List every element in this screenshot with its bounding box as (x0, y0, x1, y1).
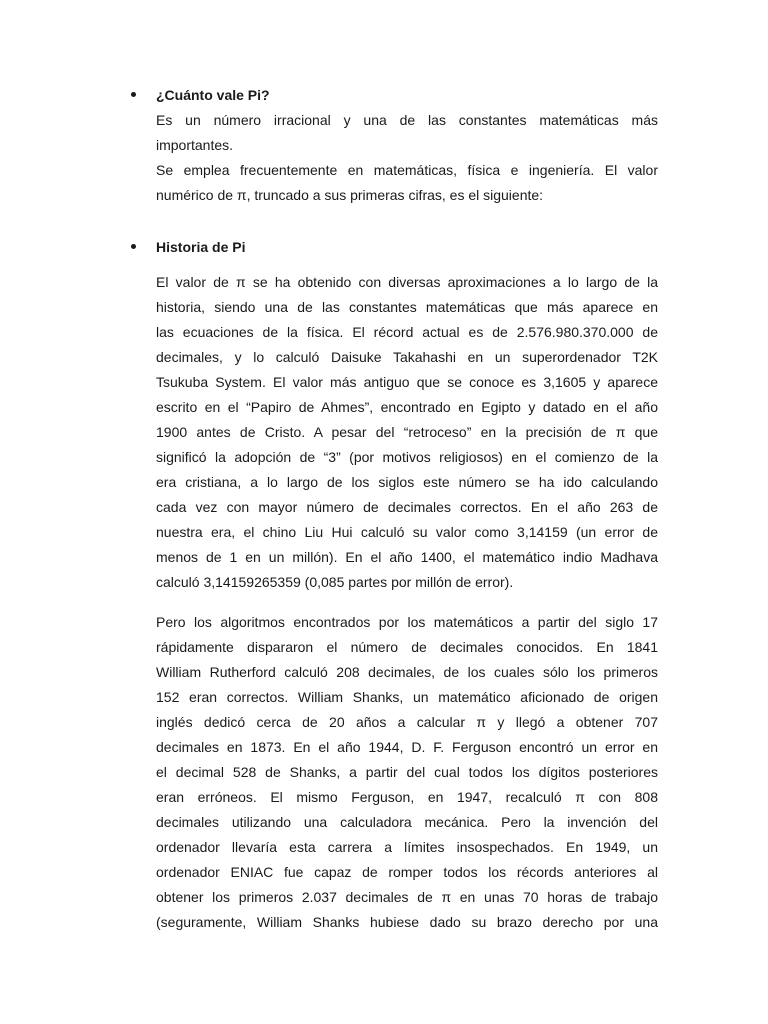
body-line: decimales, y lo calculó Daisuke Takahashi en un superordenador T2K (156, 349, 658, 365)
section-body (156, 108, 658, 208)
body-line: cada vez con mayor número de decimales correctos. En el año 263 de (156, 499, 658, 515)
body-line: las ecuaciones de la física. El récord actual es de 2.576.980.370.000 de (156, 324, 658, 340)
body-line: nuestra era, el chino Liu Hui calculó su valor como 3,14159 (un error de (156, 524, 658, 540)
body-line: ordenador llevaría esta carrera a límites insospechados. En 1949, un (156, 839, 658, 855)
body-line: (seguramente, William Shanks hubiese dado su brazo derecho por una (156, 914, 658, 930)
body-line: Es un número irracional y una de las constantes matemáticas más (156, 112, 658, 128)
body-line: el decimal 528 de Shanks, a partir del cual todos los dígitos posteriores (156, 764, 658, 780)
body-line: significó la adopción de “3” (por motivos religiosos) en el comienzo de la (156, 449, 658, 465)
body-line: Tsukuba System. El valor más antiguo que se conoce es 3,1605 y aparece (156, 374, 658, 390)
bullet-icon (131, 92, 136, 97)
body-line: era cristiana, a lo largo de los siglos este número se ha ido calculando (156, 474, 658, 490)
body-line: menos de 1 en un millón). En el año 1400, el matemático indio Madhava (156, 549, 658, 565)
section-heading: ¿Cuánto vale Pi? (156, 87, 270, 103)
body-line: Pero los algoritmos encontrados por los matemáticos a partir del siglo 17 (156, 614, 658, 630)
body-line: numérico de π, truncado a sus primeras cifras, es el siguiente: (156, 187, 544, 203)
body-line: 152 eran correctos. William Shanks, un matemático aficionado de origen (156, 689, 658, 705)
body-line: El valor de π se ha obtenido con diversas aproximaciones a lo largo de la (156, 274, 658, 290)
bullet-icon (131, 244, 136, 249)
body-line: decimales en 1873. En el año 1944, D. F. Ferguson encontró un error en (156, 739, 658, 755)
body-line: ordenador ENIAC fue capaz de romper todos los récords anteriores al (156, 864, 658, 880)
body-line: Se emplea frecuentemente en matemáticas, física e ingeniería. El valor (156, 162, 658, 178)
body-line: rápidamente dispararon el número de decimales conocidos. En 1841 (156, 639, 658, 655)
body-line: William Rutherford calculó 208 decimales, de los cuales sólo los primeros (156, 664, 658, 680)
body-line: decimales utilizando una calculadora mecánica. Pero la invención del (156, 814, 658, 830)
body-line: inglés dedicó cerca de 20 años a calcular π y llegó a obtener 707 (156, 714, 658, 730)
body-line: calculó 3,14159265359 (0,085 partes por millón de error). (156, 574, 514, 590)
paragraph (156, 610, 658, 935)
body-line: 1900 antes de Cristo. A pesar del “retroceso” en la precisión de π que (156, 424, 658, 440)
body-line: historia, siendo una de las constantes matemáticas que más aparece en (156, 299, 658, 315)
body-line: eran erróneos. El mismo Ferguson, en 1947, recalculó π con 808 (156, 789, 658, 805)
body-line: importantes. (156, 137, 234, 153)
section-heading: Historia de Pi (156, 239, 246, 255)
body-line: escrito en el “Papiro de Ahmes”, encontrado en Egipto y datado en el año (156, 399, 658, 415)
paragraph (156, 270, 658, 595)
body-line: obtener los primeros 2.037 decimales de π en unas 70 horas de trabajo (156, 889, 658, 905)
